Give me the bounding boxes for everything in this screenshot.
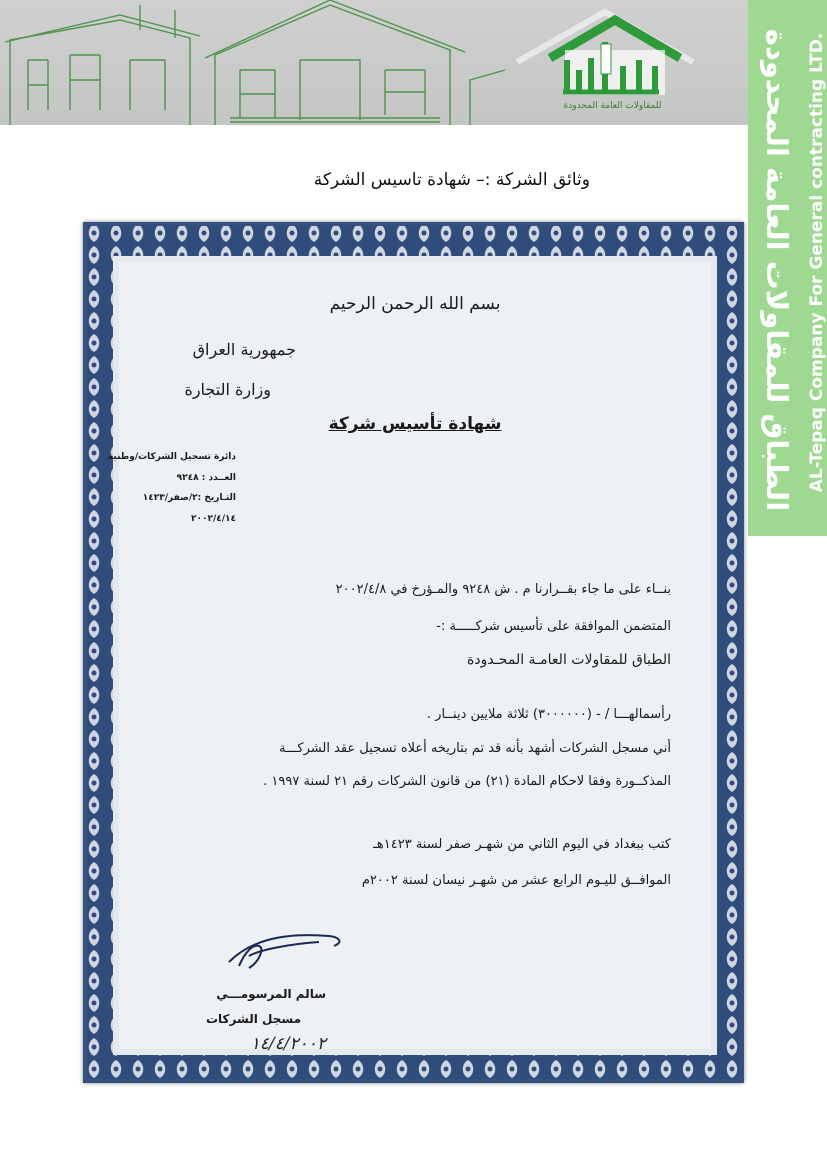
signatory-title: مسجل الشركات	[205, 1012, 301, 1026]
basmala: بسم الله الرحمن الرحيم	[329, 294, 501, 314]
page-title: وثائق الشركة :– شهادة تاسيس الشركة	[313, 170, 590, 190]
company-name-english: AL-Tepaq Company For General contracting LTD.	[807, 32, 827, 493]
corresponding-date-line: الموافــق لليـوم الرابع عشر من شهـر نيسان لسنة ٢٠٠٢م	[361, 873, 671, 888]
certificate-body	[107, 262, 711, 1054]
department-line: دائرة تسجيل الشركات/وطنية	[107, 452, 236, 462]
ministry-heading: وزارة التجارة	[184, 380, 271, 399]
number-line: العــدد : ٩٢٤٨	[176, 473, 236, 483]
certificate-document	[83, 222, 744, 1083]
body-line: المذكــورة وفقا لاحكام المادة (٢١) من قانون الشركات رقم ٢١ لسنة ١٩٩٧ .	[263, 774, 671, 789]
company-name-line: الطباق للمقاولات العامـة المحـدودة	[467, 652, 671, 668]
gregorian-date-line: ٢٠٠٢/٤/١٤	[190, 514, 236, 524]
handwritten-signature	[219, 922, 369, 982]
company-name-arabic: الطباق للمقاولات العامة المحدودة	[760, 28, 794, 512]
certificate-title-text: شهادة تأسيس شركة	[328, 414, 502, 434]
body-line: أني مسجل الشركات أشهد بأنه قد تم بتاريخه أعلاه تسجيل عقد الشركـــة	[279, 741, 671, 756]
body-line: المتضمن الموافقة على تأسيس شركـــــة :-	[436, 619, 671, 634]
written-date-line: كتب ببغداد في اليوم الثاني من شهـر صفر لسنة ١٤٢٣هـ	[373, 837, 671, 852]
certificate-title	[119, 414, 711, 434]
logo-tagline: للمقاولات العامة المحدودة	[563, 101, 662, 111]
signatory-name: سالم المرسومـــي	[216, 987, 326, 1001]
vertical-company-band	[748, 0, 827, 536]
republic-heading: جمهورية العراق	[192, 340, 296, 359]
header-banner	[0, 0, 748, 125]
capital-line: رأسمالهـــا / - (٣٠٠٠٠٠٠) ثلاثة ملايين دينــار .	[426, 707, 671, 722]
handwritten-date: ١٤/٤/٢٠٠٢	[250, 1034, 326, 1054]
body-line: بنــاء على ما جاء بقــرارنا م . ش ٩٢٤٨ والمـؤرخ في ٢٠٠٢/٤/٨	[335, 582, 671, 597]
hijri-date-line: التـاريخ :٢/صفر/١٤٢٣	[142, 493, 236, 503]
